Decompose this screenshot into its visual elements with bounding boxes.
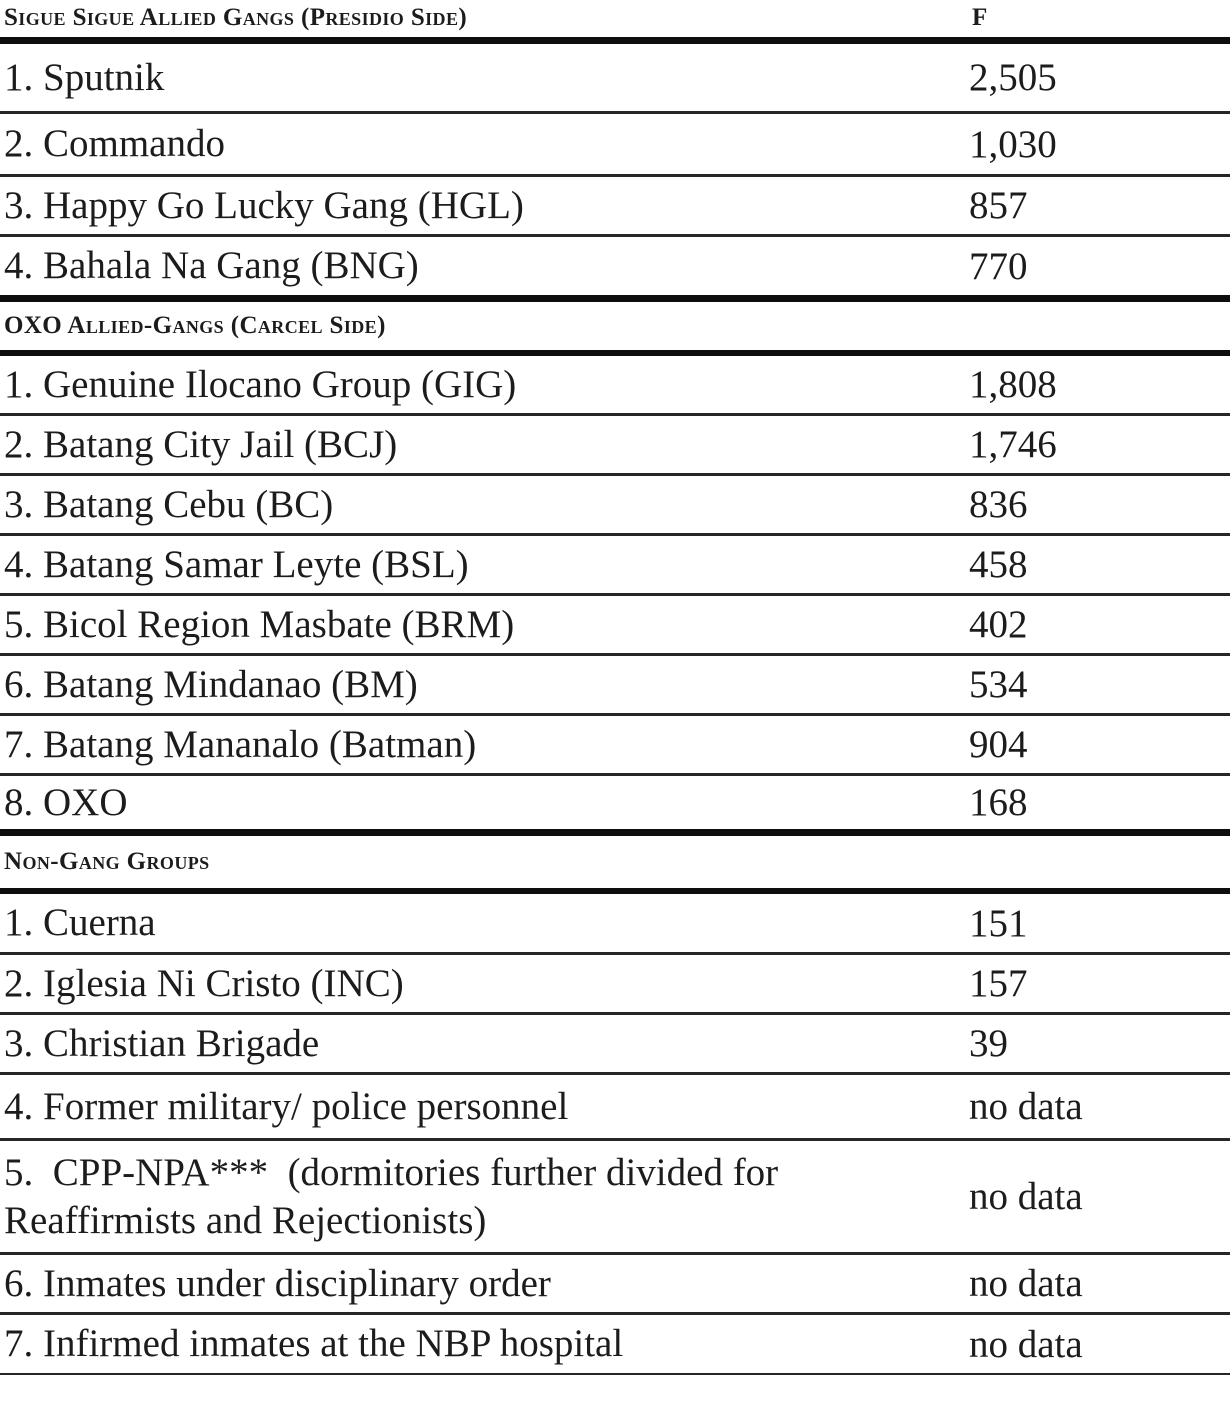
section-title: OXO Allied-Gangs (Carcel Side) <box>4 312 386 339</box>
table-header-row <box>0 0 1230 44</box>
group-label: 2. Iglesia Ni Cristo (INC) <box>4 961 404 1005</box>
frequency-value: no data <box>969 1322 1083 1366</box>
group-label: 3. Christian Brigade <box>4 1021 320 1065</box>
section-title: Non-Gang Groups <box>4 848 210 875</box>
frequency-value: 857 <box>969 184 1028 227</box>
group-label: 3. Happy Go Lucky Gang (HGL) <box>4 183 524 227</box>
frequency-value: 151 <box>969 901 1028 945</box>
table-row <box>0 536 1230 596</box>
group-label: 2. Commando <box>4 122 225 166</box>
table-row <box>0 416 1230 476</box>
table-row <box>0 776 1230 836</box>
group-label: 2. Batang City Jail (BCJ) <box>4 422 398 466</box>
frequency-value: no data <box>969 1175 1083 1218</box>
group-label: 1. Genuine Ilocano Group (GIG) <box>4 362 517 406</box>
frequency-value: 39 <box>969 1022 1008 1065</box>
frequency-value: 402 <box>969 603 1028 646</box>
frequency-value: 157 <box>969 962 1028 1005</box>
table-row <box>0 476 1230 536</box>
frequency-value: 1,808 <box>969 363 1057 406</box>
frequency-value: 168 <box>969 781 1028 824</box>
table-row <box>0 44 1230 114</box>
table-row <box>0 114 1230 177</box>
table-row <box>0 1015 1230 1075</box>
frequency-value: 1,030 <box>969 122 1057 166</box>
group-label: 4. Bahala Na Gang (BNG) <box>4 244 419 288</box>
group-label: 1. Sputnik <box>4 55 165 99</box>
table-row <box>0 1315 1230 1375</box>
group-label: 6. Batang Mindanao (BM) <box>4 662 418 706</box>
table-row <box>0 955 1230 1015</box>
frequency-value: no data <box>969 1085 1083 1128</box>
column-header-frequency: F <box>972 4 988 31</box>
table-row <box>0 237 1230 302</box>
table-row <box>0 656 1230 716</box>
group-label: 1. Cuerna <box>4 901 156 945</box>
group-label: 8. OXO <box>4 780 128 824</box>
group-label: 7. Batang Mananalo (Batman) <box>4 722 477 766</box>
table-row <box>0 356 1230 416</box>
table-row <box>0 1075 1230 1141</box>
frequency-value: 836 <box>969 483 1028 526</box>
frequency-value: 904 <box>969 723 1028 766</box>
table-row <box>0 1141 1230 1255</box>
table-row <box>0 894 1230 955</box>
table-row <box>0 716 1230 776</box>
group-label: 3. Batang Cebu (BC) <box>4 482 334 526</box>
frequency-value: 2,505 <box>969 56 1057 99</box>
frequency-value: 458 <box>969 543 1028 586</box>
section-header-non-gang-groups <box>0 836 1230 894</box>
group-label: 7. Infirmed inmates at the NBP hospital <box>4 1322 624 1366</box>
frequency-value: no data <box>969 1262 1083 1305</box>
group-label: 6. Inmates under disciplinary order <box>4 1261 551 1305</box>
column-header-sigue-sigue-allied-gangs: Sigue Sigue Allied Gangs (Presidio Side) <box>4 4 468 31</box>
table-row <box>0 177 1230 237</box>
group-label: 4. Former military/ police personnel <box>4 1084 569 1128</box>
frequency-value: 534 <box>969 663 1028 706</box>
group-label: 4. Batang Samar Leyte (BSL) <box>4 542 469 586</box>
section-header-oxo-allied-gangs <box>0 302 1230 356</box>
frequency-value: 1,746 <box>969 423 1057 466</box>
table-row <box>0 596 1230 656</box>
frequency-value: 770 <box>969 244 1028 288</box>
table-row <box>0 1255 1230 1315</box>
group-label: 5. CPP-NPA*** (dormitories further divided for Reaffirmists and Rejectionists) <box>4 1150 788 1242</box>
group-label: 5. Bicol Region Masbate (BRM) <box>4 602 515 646</box>
